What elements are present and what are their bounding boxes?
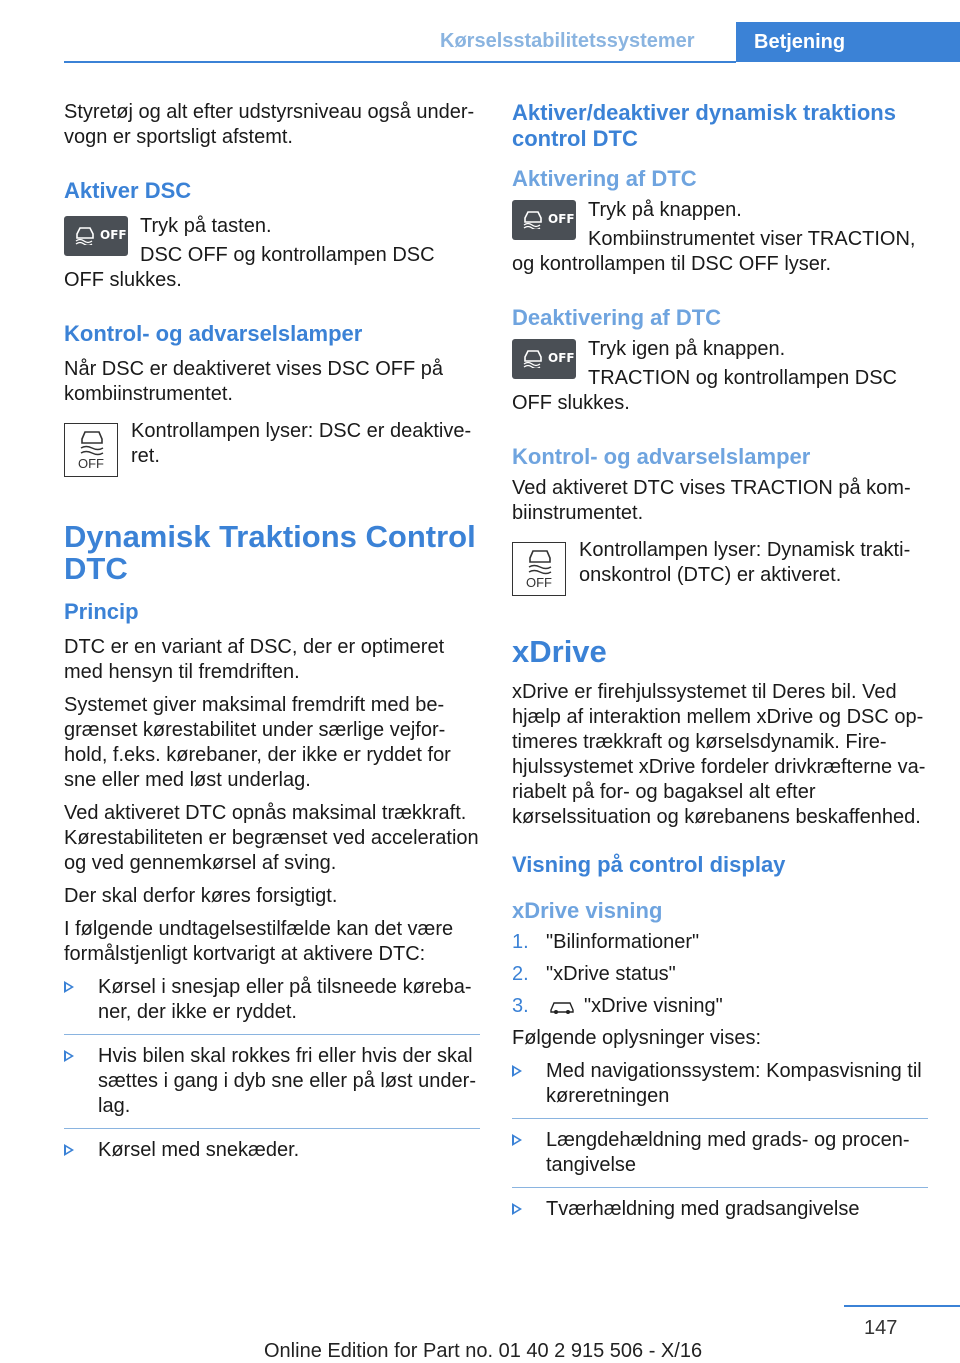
lamp-off-label: OFF xyxy=(526,575,552,590)
bullet-triangle-icon xyxy=(512,1203,522,1215)
bullet-triangle-icon xyxy=(64,981,74,993)
kontrol-text-right: Ved aktiveret DTC vises TRACTION på kombiinstrumentet. xyxy=(512,477,911,524)
deaktivering-instruction: Tryk igen på knappen. xyxy=(588,338,786,360)
off-label: OFF xyxy=(548,212,575,226)
list-item: Tværhældning med gradsangivelse xyxy=(512,1197,928,1222)
footer-edition: Online Edition for Part no. 01 40 2 915 506 - X/16 xyxy=(264,1340,703,1362)
heading-princip: Princip xyxy=(64,599,139,624)
heading-xdrive-visning: xDrive visning xyxy=(512,898,663,923)
list-item: Kørsel med snekæder. xyxy=(64,1138,480,1163)
list-item: 3. "xDrive visning" xyxy=(512,995,723,1017)
kontrol-lamp-block-right xyxy=(512,538,928,596)
off-label: OFF xyxy=(548,351,575,365)
list-item: 1. "Bilinformationer" xyxy=(512,931,700,953)
off-label: OFF xyxy=(100,228,127,242)
heading-aktiver-dsc: Aktiver DSC xyxy=(64,178,192,203)
heading-xdrive: xDrive xyxy=(512,634,607,669)
xdrive-steps-list xyxy=(512,930,928,1019)
xdrive-paragraph: xDrive er firehjulssystemet til Deres bil. Ved hjælp af interaktion mellem xDrive og DSC optimeres trækkraft og kørselsdynamik. Firehjulssystemet xDrive fordeler drivkræfterne variabelt på for- og bagaksel alt efter kørselssituation og kørebanens beskaffenhed. xyxy=(512,681,926,828)
car-icon xyxy=(548,999,576,1015)
heading-kontrol-left: Kontrol- og advarselslamper xyxy=(64,321,363,346)
bullet-triangle-icon xyxy=(64,1050,74,1062)
heading-aktivering: Aktivering af DTC xyxy=(512,166,697,191)
aktivering-block xyxy=(512,198,928,277)
footer-rule xyxy=(844,1305,960,1307)
dtc-bullet-list xyxy=(64,975,480,1163)
aktiver-dsc-block xyxy=(64,214,480,293)
dsc-off-button-icon xyxy=(64,216,128,256)
list-divider xyxy=(512,1187,928,1188)
lamp-off-label: OFF xyxy=(78,456,104,471)
header-section-title: Kørselsstabilitetssystemer xyxy=(440,30,695,52)
page-number: 147 xyxy=(864,1317,898,1339)
list-divider xyxy=(64,1034,480,1035)
list-item: Længdehældning med grads- og procentangivelse xyxy=(512,1128,928,1178)
kontrol-text-left: Når DSC er deaktiveret vises DSC OFF på kombiinstrumentet. xyxy=(64,358,443,405)
kontrol-lamp-text-right: Kontrollampen lyser: Dynamisk traktionskontrol (DTC) er aktiveret. xyxy=(579,539,911,586)
aktiver-dsc-instruction: Tryk på tasten. xyxy=(140,215,272,237)
heading-aktiver-deaktiver-dtc: Aktiver/deaktiver dynamisk traktions control DTC xyxy=(512,100,896,151)
deaktivering-result: TRACTION og kontrollampen DSC OFF slukkes. xyxy=(512,367,897,414)
header-chapter-tab[interactable]: Betjening xyxy=(736,22,960,62)
dtc-lamp-icon xyxy=(512,542,566,596)
kontrol-lamp-text-left: Kontrollampen lyser: DSC er deaktiveret. xyxy=(131,420,472,467)
heading-deaktivering: Deaktivering af DTC xyxy=(512,305,722,330)
list-item: Kørsel i snesjap eller på tilsneede kørebaner, der ikke er ryddet. xyxy=(64,975,480,1025)
aktivering-result: Kombiinstrumentet viser TRACTION, og kontrollampen til DSC OFF lyser. xyxy=(512,228,916,275)
dtc-paragraph-2: Systemet giver maksimal fremdrift med begrænset kørestabilitet under særlige vejforhold, f.eks. kørebaner, der ikke er ryddet for sne eller med løst underlag. xyxy=(64,694,451,791)
heading-kontrol-right: Kontrol- og advarselslamper xyxy=(512,444,811,469)
dtc-button-icon xyxy=(512,200,576,240)
list-item: 2. "xDrive status" xyxy=(512,963,676,985)
following-info-text: Følgende oplysninger vises: xyxy=(512,1027,762,1049)
aktiver-dsc-result: DSC OFF og kontrollampen DSC OFF slukkes. xyxy=(64,244,435,291)
dtc-paragraph-4: Der skal derfor køres forsigtigt. xyxy=(64,885,338,907)
heading-visning-control-display: Visning på control display xyxy=(512,852,786,877)
aktivering-instruction: Tryk på knappen. xyxy=(588,199,742,221)
dsc-off-lamp-icon xyxy=(64,423,118,477)
page-header xyxy=(0,0,960,62)
list-divider xyxy=(64,1128,480,1129)
list-item: Med navigationssystem: Kompasvisning til køreretningen xyxy=(512,1059,928,1109)
bullet-triangle-icon xyxy=(512,1065,522,1077)
deaktivering-block xyxy=(512,337,928,416)
intro-paragraph: Styretøj og alt efter udstyrsniveau også undervogn er sportsligt afstemt. xyxy=(64,101,475,148)
header-rule xyxy=(64,61,736,63)
right-column xyxy=(512,100,928,1231)
bullet-triangle-icon xyxy=(64,1144,74,1156)
bullet-triangle-icon xyxy=(512,1134,522,1146)
list-divider xyxy=(512,1118,928,1119)
xdrive-bullet-list xyxy=(512,1059,928,1222)
dtc-paragraph-1: DTC er en variant af DSC, der er optimeret med hensyn til fremdriften. xyxy=(64,636,445,683)
dtc-paragraph-3: Ved aktiveret DTC opnås maksimal trækkraft. Kørestabiliteten er begrænset ved acceleration og ved gennemkørsel af sving. xyxy=(64,802,479,874)
kontrol-lamp-block-left xyxy=(64,419,480,477)
left-column xyxy=(64,100,480,1172)
heading-dtc: Dynamisk Traktions Control DTC xyxy=(64,519,476,586)
dtc-button-icon xyxy=(512,339,576,379)
list-item: Hvis bilen skal rokkes fri eller hvis der skal sættes i gang i dyb sne eller på løst underlag. xyxy=(64,1044,480,1119)
dtc-paragraph-5: I følgende undtagelsestilfælde kan det være formålstjenligt kortvarigt at aktivere DTC: xyxy=(64,918,454,965)
